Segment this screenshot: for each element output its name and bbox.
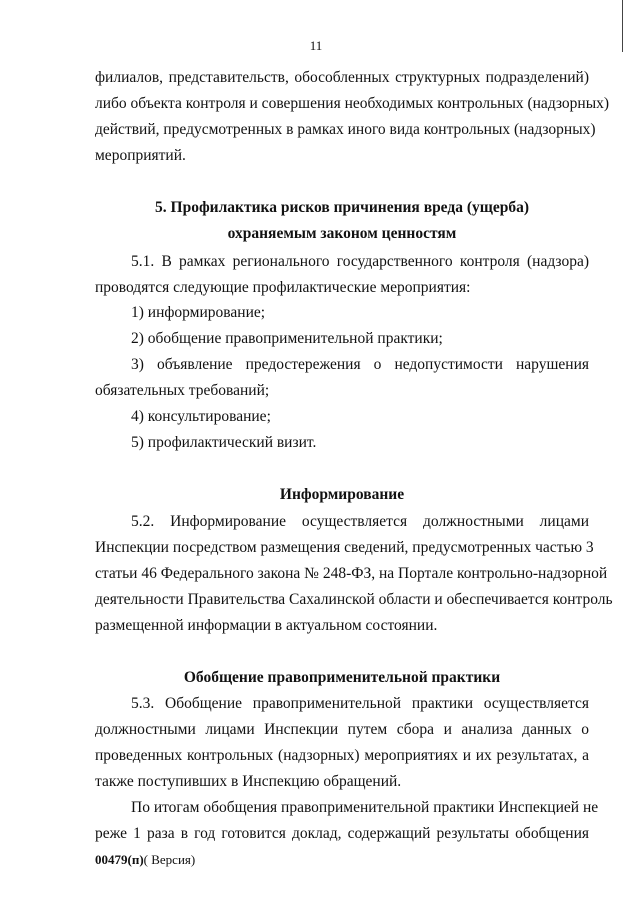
list-item: 3) объявление предостережения о недопустимости нарушения [131,356,589,373]
list-item: 4) консультирование; [131,408,271,425]
subsection-heading: Обобщение правоприменительной практики [183,669,501,686]
paragraph-line: 5.1. В рамках регионального государственного контроля (надзора) [131,253,589,270]
intro-line: филиалов, представительств, обособленных структурных подразделений) [95,69,589,86]
document-code: 00479(п) [95,852,144,867]
paragraph-line: статьи 46 Федерального закона № 248-ФЗ, на Портале контрольно-надзорной [95,565,608,582]
paragraph-line: Инспекции посредством размещения сведений, предусмотренных частью 3 [95,539,594,556]
paragraph-line: 5.2. Информирование осуществляется должностными лицами [131,513,589,530]
section-heading: охраняемым законом ценностям [227,225,457,242]
intro-line: мероприятий. [95,147,186,164]
paragraph-line: деятельности Правительства Сахалинской области и обеспечивается контроль [95,591,613,608]
paragraph-line: реже 1 раза в год готовится доклад, содержащий результаты обобщения [95,825,589,842]
list-item: 2) обобщение правоприменительной практики; [131,330,443,347]
list-item: обязательных требований; [95,382,270,399]
paragraph-line: проведенных контрольных (надзорных) мероприятиях и их результатах, а [95,747,589,764]
intro-line: действий, предусмотренных в рамках иного вида контрольных (надзорных) [95,121,596,138]
document-footer [95,852,195,868]
paragraph-line: также поступивших в Инспекцию обращений. [95,773,402,790]
paragraph-line: По итогам обобщения правоприменительной практики Инспекцией не [131,799,599,816]
paragraph-line: размещенной информации в актуальном состоянии. [95,617,438,634]
list-item: 1) информирование; [131,304,266,321]
intro-line: либо объекта контроля и совершения необходимых контрольных (надзорных) [95,95,610,112]
page-number: 11 [309,38,323,53]
subsection-heading: Информирование [279,486,405,503]
paragraph-line: 5.3. Обобщение правоприменительной практики осуществляется [131,695,589,712]
paragraph-line: проводятся следующие профилактические мероприятия: [95,279,471,296]
section-heading: 5. Профилактика рисков причинения вреда (ущерба) [155,199,529,216]
paragraph-line: должностными лицами Инспекции путем сбора и анализа данных о [95,721,589,738]
document-version: ( Версия) [143,852,196,867]
list-item: 5) профилактический визит. [131,434,317,451]
